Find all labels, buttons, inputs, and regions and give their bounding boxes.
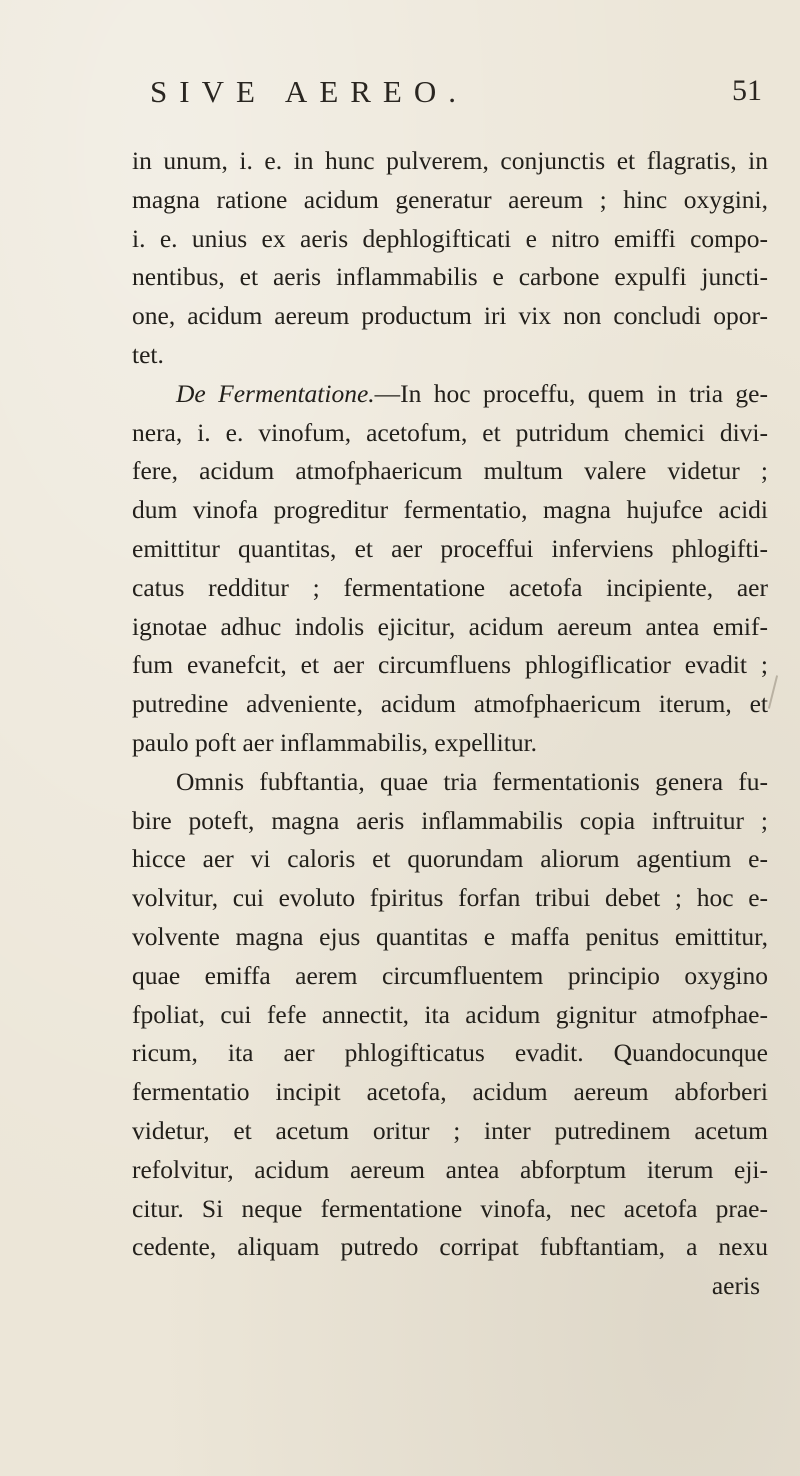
text-line: videtur, et acetum oritur ; inter putredinem acetum (132, 1115, 768, 1145)
text-line: catus redditur ; fermentatione acetofa incipiente, aer (132, 572, 768, 602)
text-line: citur. Si neque fermentatione vinofa, nec acetofa prae- (132, 1193, 768, 1223)
page-number: 51 (732, 74, 762, 107)
text-line: putredine adveniente, acidum atmofphaericum iterum, et (132, 689, 768, 719)
text-line: one, acidum aereum productum iri vix non concludi opor- (132, 301, 768, 331)
text-line: emittitur quantitas, et aer proceffui inferviens phlogifti- (132, 533, 768, 563)
text-line: ricum, ita aer phlogifticatus evadit. Quandocunque (132, 1038, 768, 1068)
section-first-line-text: —In hoc proceffu, quem in tria ge- (374, 378, 768, 408)
text-line: nera, i. e. vinofum, acetofum, et putridum chemici divi- (132, 417, 768, 447)
body-text (132, 142, 768, 1306)
section-opening-line (132, 375, 768, 414)
text-line: refolvitur, acidum aereum antea abforptum iterum eji- (132, 1154, 768, 1184)
text-line: nentibus, et aeris inflammabilis e carbone expulfi juncti- (132, 262, 768, 292)
text-line: magna ratione acidum generatur aereum ; hinc oxygini, (132, 184, 768, 214)
text-line: volvente magna ejus quantitas e maffa penitus emittitur, (132, 921, 768, 951)
text-line: i. e. unius ex aeris dephlogifticati e nitro emiffi compo- (132, 223, 768, 253)
margin-pencil-mark (768, 675, 778, 708)
text-line: cedente, aliquam putredo corripat fubftantiam, a nexu (132, 1232, 768, 1262)
text-line: bire poteft, magna aeris inflammabilis copia inftruitur ; (132, 805, 768, 835)
text-line: fere, acidum atmofphaericum multum valere videtur ; (132, 456, 768, 486)
text-line: tet. (132, 339, 164, 369)
text-line: ignotae adhuc indolis ejicitur, acidum aereum antea emif- (132, 611, 768, 641)
text-line: fum evanefcit, et aer circumfluens phlogiflicatior evadit ; (132, 650, 768, 680)
paragraph-first-line: Omnis fubftantia, quae tria fermentationis genera fu- (176, 766, 768, 796)
text-line: hicce aer vi caloris et quorundam aliorum agentium e- (132, 844, 768, 874)
text-line: fermentatio incipit acetofa, acidum aereum abforberi (132, 1077, 768, 1107)
section-heading: De Fermentatione. (176, 378, 375, 408)
text-line: in unum, i. e. in hunc pulverem, conjunctis et flagratis, in (132, 146, 768, 175)
text-line: dum vinofa progreditur fermentatio, magna hujufce acidi (132, 495, 768, 525)
text-line: volvitur, cui evoluto fpiritus forfan tribui debet ; hoc e- (132, 883, 768, 913)
text-line: paulo poft aer inflammabilis, expellitur. (132, 727, 538, 757)
text-line: fpoliat, cui fefe annectit, ita acidum gignitur atmofphae- (132, 999, 768, 1029)
text-line: quae emiffa aerem circumfluentem principio oxygino (132, 960, 768, 990)
catchword: aeris (711, 1271, 760, 1301)
running-title: SIVE AEREO. (150, 74, 468, 109)
